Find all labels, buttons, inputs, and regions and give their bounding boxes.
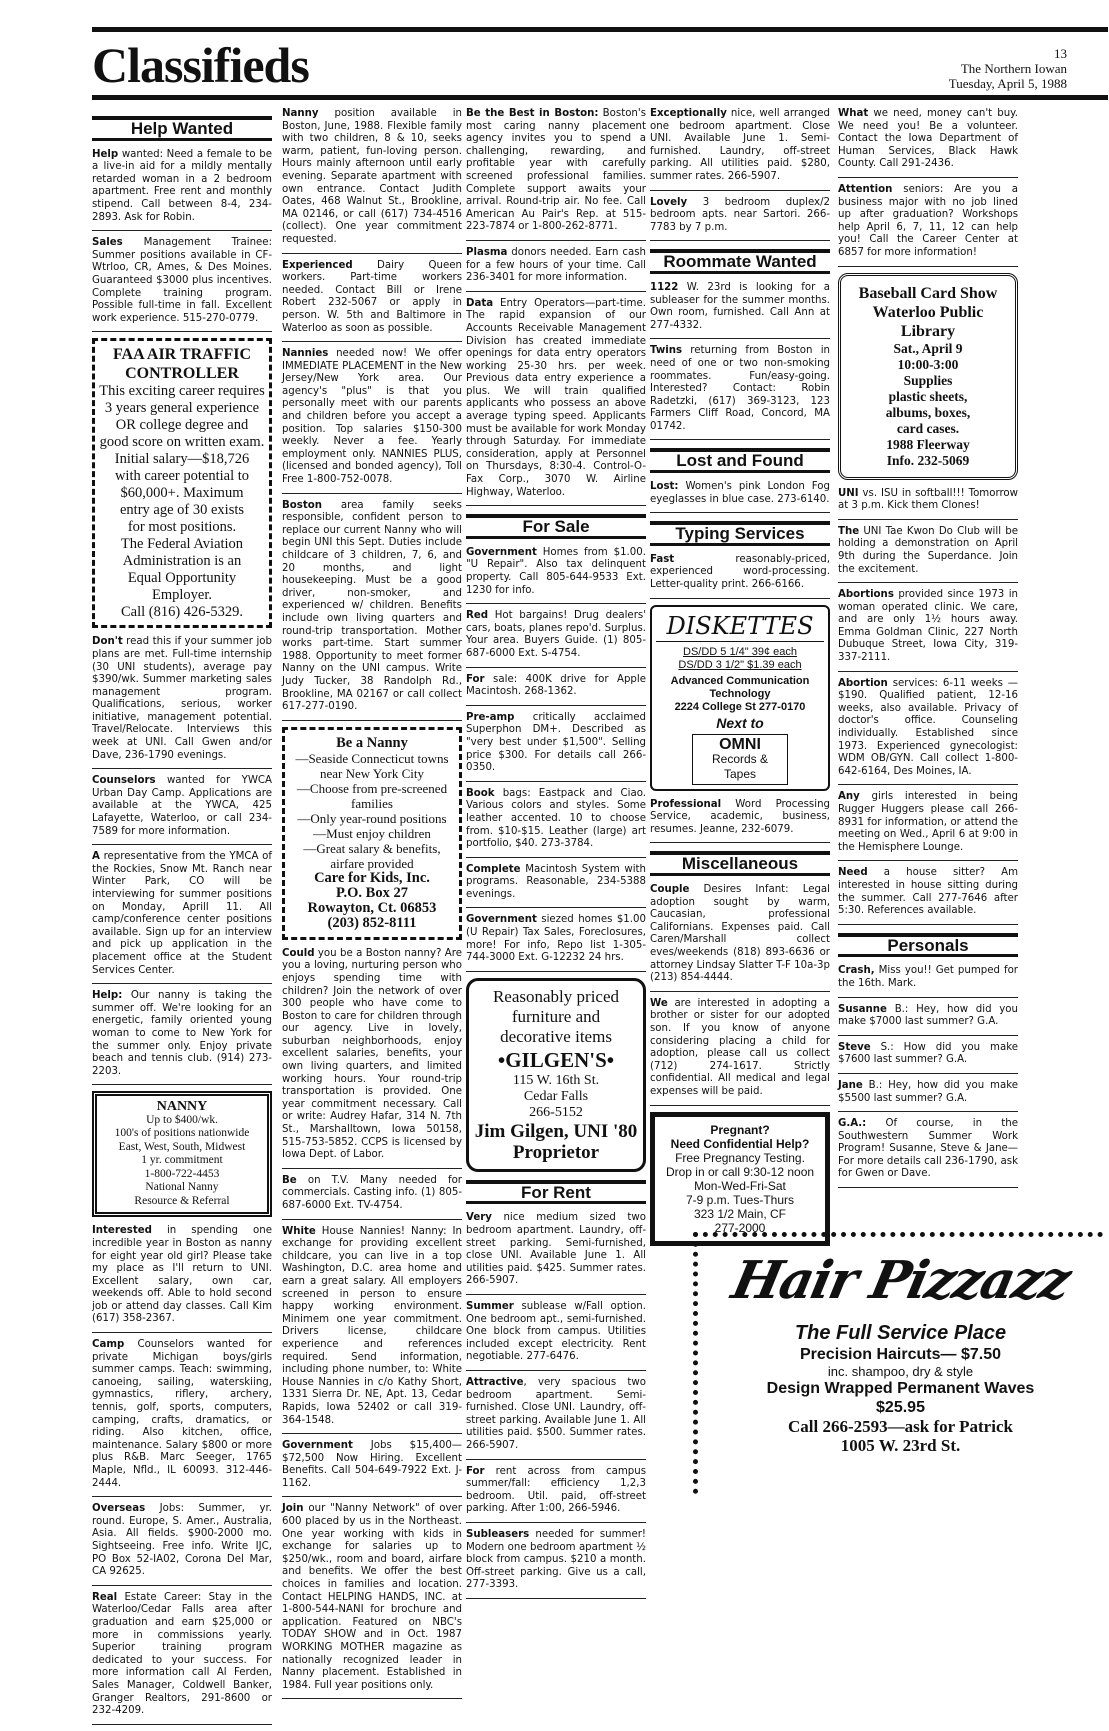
ad-line: Reasonably priced	[492, 986, 620, 1006]
classified-ad: For sale: 400K drive for Apple Macintosh. 268-1362.	[466, 674, 646, 706]
ad-line: Care for Kids, Inc.	[314, 869, 430, 886]
ad-line: Drop in or call 9:30-12 noon	[665, 1164, 815, 1179]
ad-lead-word: Government	[466, 914, 537, 926]
hair-phone: Call 266-2593—ask for Patrick	[788, 1417, 1013, 1436]
ad-lead-word: Plasma	[466, 246, 508, 258]
pregnancy-help-ad-box	[650, 1112, 830, 1246]
pregnancy-lines	[657, 1151, 823, 1235]
column-4	[650, 108, 830, 1254]
pregnancy-subtitle: Need Confidential Help?	[670, 1136, 810, 1151]
ad-lead-word: 1122	[650, 281, 679, 293]
ad-lead-word: Be	[282, 1174, 297, 1186]
ad-line: 3 years general experience	[104, 400, 260, 417]
ad-lead-word: Abortion	[838, 677, 888, 689]
classified-ad: Lovely 3 bedroom duplex/2 bedroom apts. near Sartori. 266-7783 by 7 p.m.	[650, 197, 830, 242]
ad-lead-word: Be the Best in Boston:	[466, 108, 599, 119]
ad-lead-word: Summer	[466, 1301, 514, 1312]
diskettes-next-to: Next to	[716, 714, 764, 731]
classified-ad: UNI vs. ISU in softball!!! Tomorrow at 3 p.m. Kick them Clones!	[838, 488, 1018, 520]
ad-line: card cases.	[896, 420, 960, 436]
classified-ad: Be the Best in Boston: Boston's most caring nanny placement agency invites you to spend a challenging, rewarding, and profitable year with carefully screened professional families. Complete support awaits your arrival. Round-trip air. No fee. Call American Au Pair's Rep. at 515-223-7874 or 1-800-262-8771.	[466, 108, 646, 241]
ad-line: P.O. Box 27	[336, 884, 408, 901]
classified-ad: Don't read this if your summer job plans are met. Full-time internship (30 UNI students), average pay $390/wk. Summer marketing sales management program. Qualifications, serious, worker initiative, management potential. Travel/Relocate. Interviews this week at UNI. Call Gwen and/or Dave, 236-1790 evenings.	[92, 636, 272, 769]
ad-line: with career potential to	[114, 468, 250, 485]
ad-line: for most positions.	[127, 519, 237, 536]
ad-line: 323 1/2 Main, CF	[693, 1206, 787, 1221]
be-a-nanny-lines	[288, 751, 456, 871]
ad-list	[282, 108, 462, 721]
column-2	[282, 108, 462, 1705]
ad-line: 1 yr. commitment	[141, 1154, 223, 1167]
ad-line: 7-9 p.m. Tues-Thurs	[685, 1192, 795, 1207]
classified-ad: Data Entry Operators—part-time. The rapid expansion of our Accounts Receivable Management Division has created immediate openings for data entry operators working 25-30 hrs. per week. Previous data entry experience a plus. We will train qualified applicants who possess an above average typing speed. Applicants must be available for work Monday through Saturday. For immediate consideration, apply at Personnel on Thursdays, 8:30-4. Control-O-Fax Corp., 3070 W. Airline Highway, Waterloo.	[466, 298, 646, 507]
ad-lead-word: Attention	[838, 183, 893, 195]
classified-ad: The UNI Tae Kwon Do Club will be holding a demonstration on April 9th during the Superdance. Join the excitement.	[838, 526, 1018, 583]
classified-ad: Nanny position available in Boston, June, 1988. Flexible family with two children, 8 & 10, seeks warm, patient, fun-loving person. Hours mainly afternoon until early evening. Separate apartment with own entrance. Contact Judith Oates, 468 Walnut St., Brookline, MA 02146, or call (617) 734-4516 (collect). One year commitment requested.	[282, 108, 462, 254]
ad-lead-word: A	[92, 851, 100, 863]
classified-ad: Need a house sitter? Am interested in house sitting during the summer. Call 277-7646 after 5:30. References available.	[838, 867, 1018, 924]
perm-waves: Design Wrapped Permanent Waves	[766, 1380, 1035, 1397]
column-5	[838, 108, 1018, 1194]
ad-lead-word: Don't	[92, 636, 123, 648]
ad-line: —Only year-round positions	[297, 810, 447, 826]
nanny-lines	[101, 1114, 263, 1209]
ad-lead-word: Camp	[92, 1339, 125, 1351]
faa-ad-box	[92, 338, 272, 628]
be-a-nanny-ad-box	[282, 727, 462, 940]
ad-line: plastic sheets,	[888, 388, 968, 404]
classified-ad: For rent across from campus summer/fall: efficiency 1,2,3 bedroom. Util. paid, off-street parking. After 1:00, 266-5946.	[466, 1466, 646, 1523]
ad-line: Resource & Referral	[134, 1194, 230, 1207]
ad-line: Equal Opportunity Employer.	[127, 570, 237, 604]
ad-list	[92, 636, 272, 1085]
publication-name: The Northern Iowan	[960, 61, 1067, 76]
ad-lead-word: Experienced	[282, 259, 353, 271]
ad-lead-word: White	[282, 1225, 316, 1237]
ad-lead-word: Sales	[92, 237, 123, 249]
ad-list	[650, 554, 830, 599]
ad-line: 100's of positions nationwide	[114, 1127, 250, 1140]
ad-lead-word: Government	[282, 1440, 353, 1452]
omni-sub: Records & Tapes	[711, 751, 769, 781]
ad-lead-word: Fast	[650, 553, 675, 565]
ad-list	[92, 149, 272, 333]
ad-lead-word: Help:	[92, 990, 123, 1002]
ad-line: —Choose from pre-screened families	[296, 780, 448, 811]
page-title: Classifieds	[92, 37, 309, 93]
ad-lead-word: Pre-amp	[466, 711, 515, 723]
ad-lead-word: Overseas	[92, 1503, 146, 1515]
ad-line: 1-800-722-4453	[144, 1167, 220, 1180]
ad-list	[466, 108, 646, 506]
gilgens-lines	[473, 987, 639, 1047]
classified-ad: Could you be a Boston nanny? Are you a loving, nurturing person who enjoys spending time with children? Join the network of over 300 people who have come to Boston to care for children through our agency. Live in lovely, suburban neighborhoods, enjoy excellent salaries, benefits, your own living quarters, and limited working hours. Your round-trip transportation is provided. One year commitment necessary. Call or write: Audrey Hafar, 314 N. 7th St., Marshalltown, Iowa 50158, 515-753-5852. CCPS is licensed by Iowa Dept. of Labor.	[282, 948, 462, 1169]
ad-list	[838, 965, 1018, 1188]
classified-ad: Attention seniors: Are you a business major with no job lined up after graduation? Workshops help April 6, 7, 11, 12 can help you! Call the Career Center at 6857 for more information!	[838, 184, 1018, 267]
hair-pizzazz-logo: Hair Pizzazz	[726, 1250, 1075, 1311]
classified-ad: What we need, money can't buy. We need you! Be a volunteer. Contact the Iowa Department of Human Services, Black Hawk County. Call 291-2436.	[838, 108, 1018, 178]
ad-lead-word: Could	[282, 947, 315, 959]
classified-ad: Government Homes from $1.00. "U Repair". Also tax delinquent property. Call 805-644-9533 Ext. 1230 for info.	[466, 547, 646, 604]
classified-ad: Attractive, very spacious two bedroom apartment. Semi-furnished. Close UNI. Laundry, off-street parking. Available June 1. All utilities paid. $500. Summer rates. 266-5907.	[466, 1377, 646, 1460]
ad-lead-word: Twins	[650, 345, 683, 357]
classified-ad: Fast reasonably-priced, experienced word-processing. Letter-quality print. 266-6166.	[650, 554, 830, 599]
ad-lead-word: Government	[466, 546, 537, 558]
column-3	[466, 108, 646, 1605]
ad-line: Administration is an	[122, 553, 242, 570]
ad-line: —Seaside Connecticut towns near New York City	[295, 750, 449, 781]
classified-ad: Nannies needed now! We offer IMMEDIATE PLACEMENT in the New Jersey/New York area. Our agency's "plus" is that you personally meet with our parents and children before you accept a position. Top salaries $150-300 weekly. Never a fee. Yearly employment only. NANNIES PLUS, (licensed and bonded agency), Toll Free 1-800-752-0078.	[282, 348, 462, 494]
classified-ad: Real Estate Career: Stay in the Waterloo/Cedar Falls area after graduation and earn $25,000 or more in commissions yearly. Superior training program dedicated to your success. For more information call Al Ferden, Sales Manager, Coldwell Banker, Granger Realtors, 291-8600 or 232-4209.	[92, 1592, 272, 1725]
ad-lead-word: Subleasers	[466, 1528, 530, 1540]
ad-line: Initial salary—$18,726	[114, 451, 250, 468]
section-header-personals: Personals	[838, 933, 1018, 958]
ad-line: decorative items	[500, 1026, 612, 1046]
ad-lead-word: Abortions	[838, 589, 894, 601]
ad-list	[650, 108, 830, 241]
ad-line: Call (816) 426-5329.	[120, 604, 244, 621]
classified-ad: Steve S.: How did you make $7600 last summer? G.A.	[838, 1042, 1018, 1074]
classified-ad: Crash, Miss you!! Get pumped for the 16th. Mark.	[838, 965, 1018, 997]
ad-list	[838, 488, 1018, 925]
classified-ad: Very nice medium sized two bedroom apartment. Laundry, off-street parking. Semi-furnished, close UNI. Available June 1. All utilities paid. $425. Summer rates. 266-5907.	[466, 1212, 646, 1295]
ad-lead-word: For	[466, 673, 485, 685]
haircut-includes: inc. shampoo, dry & style	[827, 1364, 974, 1379]
classified-ad: Counselors wanted for YWCA Urban Day Camp. Applications are available at the YWCA, 425 Lafayette, Waterloo, or call 234-7589 for more information.	[92, 775, 272, 845]
section-header-for-sale: For Sale	[466, 514, 646, 539]
classified-ad: Subleasers needed for summer! Modern one bedroom apartment ½ block from campus. $210 a month. Off-street parking. Give us a call, 277-3393.	[466, 1529, 646, 1599]
gilgens-name: •GILGEN'S•	[497, 1047, 615, 1072]
ad-list	[650, 481, 830, 513]
classified-ad: Abortion services: 6-11 weeks —$190. Qualified patient, 12-16 weeks, also available. Privacy of doctor's office. Counseling individually. Established since 1973. Experienced gynecologist: WDM OB/GYN. Call collect 1-800-642-6164, Des Moines, IA.	[838, 678, 1018, 786]
classified-ad: Complete Macintosh System with programs. Reasonable, 234-5388 evenings.	[466, 864, 646, 909]
section-header-lost-and-found: Lost and Found	[650, 448, 830, 473]
classified-ad: Help: Our nanny is taking the summer off. We're looking for an energetic, family oriented young woman to come to New York for the summer only. Enjoy private beach and tennis club. (914) 273-2203.	[92, 990, 272, 1085]
classified-ad: Government siezed homes $1.00 (U Repair) Tax Sales, Foreclosures, more! For info, Repo list 1-305-744-3000 Ext. G-12232 24 hrs.	[466, 914, 646, 971]
classified-ad: Be on T.V. Many needed for commercials. Casting info. (1) 805-687-6000 Ext. TV-4754.	[282, 1175, 462, 1220]
ad-line: Rowayton, Ct. 06853	[307, 899, 437, 916]
ad-lead-word: For	[466, 1465, 485, 1477]
classified-ad: Book bags: Eastpack and Ciao. Various colors and styles. Some leather accented. 10 to choose from. $10-$15. Leather (large) art portfolio, $40. 273-3784.	[466, 788, 646, 858]
hair-pizzazz-ad	[693, 1232, 1103, 1494]
ad-line: National Nanny	[145, 1181, 219, 1194]
ad-lead-word: Couple	[650, 884, 690, 895]
ad-line: (203) 852-8111	[327, 914, 417, 931]
classified-ad: Susanne B.: Hey, how did you make $7000 last summer? G.A.	[838, 1004, 1018, 1036]
ad-line: 115 W. 16th St.	[512, 1072, 600, 1088]
ad-line: 266-5152	[529, 1104, 583, 1120]
ad-line: furniture and	[511, 1006, 601, 1026]
issue-info	[949, 46, 1067, 91]
ad-lead-word: Exceptionally	[650, 108, 727, 119]
nanny-ad-box	[92, 1091, 272, 1217]
ad-list	[282, 948, 462, 1700]
ad-lead-word: We	[650, 997, 668, 1009]
classified-ad: 1122 W. 23rd is looking for a subleaser for the summer months. Own room, furnished. Call Ann at 277-4332.	[650, 282, 830, 339]
top-rule	[92, 27, 1108, 32]
section-header-roommate-wanted: Roommate Wanted	[650, 249, 830, 274]
ad-lead-word: Complete	[466, 863, 521, 875]
ad-list	[650, 282, 830, 441]
ad-line: good score on written exam.	[99, 434, 265, 451]
gilgens-ad-box	[466, 978, 646, 1172]
ad-line: Mon-Wed-Fri-Sat	[694, 1178, 786, 1193]
classified-ad: Abortions provided since 1973 in woman operated clinic. We care, and are only 1½ hours away. Emma Goldman Clinic, 227 North Dubuque Street, Iowa City, 319-337-2111.	[838, 589, 1018, 672]
ad-lead-word: Help	[92, 148, 119, 160]
ad-line: East, West, South, Midwest	[118, 1140, 246, 1153]
ad-lead-word: UNI	[838, 487, 859, 499]
ad-line: Free Pregnancy Testing.	[675, 1150, 805, 1165]
ad-line: Info. 232-5069	[886, 452, 970, 468]
ad-line: entry age of 30 exists	[119, 502, 245, 519]
classified-ad: Summer sublease w/Fall option. One bedroom apt., semi-furnished. One block from campus. Utilities included except electricity. Rent negotiable. 277-6476.	[466, 1301, 646, 1371]
haircut-price: Precision Haircuts— $7.50	[800, 1346, 1001, 1363]
section-header-for-rent: For Rent	[466, 1180, 646, 1205]
classified-ad: Professional Word Processing Service, academic, business, resumes. Jeanne, 232-6079.	[650, 799, 830, 844]
classified-ad: Any girls interested in being Rugger Huggers please call 266-8931 for information, or attend the meeting on Wed., April 6 at 9:00 in the Hemisphere Lounge.	[838, 791, 1018, 861]
omni-name: OMNI	[719, 735, 761, 753]
classified-ad: A representative from the YMCA of the Rockies, Snow Mt. Ranch near Winter Park, CO will be interviewing for summer positions on Monday, Aprill 11. All camp/conference center positions available. Sign up for an interview and pick up application in the placement office at the Student Services Center.	[92, 851, 272, 984]
ad-list	[838, 108, 1018, 267]
ad-lead-word: Book	[466, 787, 495, 799]
faa-lines	[97, 383, 267, 621]
classified-ad: Government Jobs $15,400—$72,500 Now Hiring. Excellent Benefits. Call 504-649-7922 Ext. J-1162.	[282, 1440, 462, 1497]
ad-lead-word: Interested	[92, 1225, 152, 1237]
ad-line: 10:00-3:00	[897, 356, 959, 372]
ad-line: Sat., April 9	[893, 340, 963, 356]
gilgens-address	[473, 1073, 639, 1121]
page-number: 13	[1054, 46, 1067, 61]
section-header-miscellaneous: Miscellaneous	[650, 851, 830, 876]
classified-ad: Plasma donors needed. Earn cash for a few hours of your time. Call 236-3401 for more information.	[466, 247, 646, 292]
omni-store-box	[692, 734, 788, 785]
diskettes-address: 2224 College St 277-0170	[674, 700, 806, 713]
classified-ad: Couple Desires Infant: Legal adoption sought by warm, Caucasian, professional Californians. Expenses paid. Call Caren/Marshall collect eves/weekends (818) 893-6636 or attorney Lindsay Slatter T-F 10a-3p (213) 854-4444.	[650, 884, 830, 992]
ad-lead-word: Join	[282, 1503, 304, 1515]
diskettes-ad-box	[650, 605, 830, 791]
ad-lead-word: Boston	[282, 499, 322, 511]
baseball-card-show-ad-box	[838, 273, 1018, 480]
ad-lead-word: What	[838, 108, 869, 119]
hair-tagline: The Full Service Place	[794, 1322, 1007, 1344]
ad-line: This exciting career requires	[99, 383, 265, 400]
ad-lead-word: Jane	[838, 1079, 863, 1091]
classified-ad: Boston area family seeks responsible, confident person to replace our current Nanny who will begin UNI this Sept. Duties include childcare of 3 children, 7, 6, and 20 months, and light housekeeping. Must be a good driver, non-smoker, and experienced w/ children. Benefits include own living quarters and round-trip transportation. Mother works part-time. Start summer 1988. Opportunity to meet former Nanny on the UNI campus. Write Judy Tucker, 38 Randolph Rd., Brookline, MA 02167 or call collect 617-277-0190.	[282, 500, 462, 721]
ad-list	[466, 1212, 646, 1598]
classified-ad: We are interested in adopting a brother or sister for our adopted son. If you know of anyone considering placing a child for adoption, please call us collect (712) 274-1617. Strictly confidential. All medical and legal expenses will be paid.	[650, 998, 830, 1106]
diskettes-price-1: DS/DD 5 1/4" 39¢ each	[683, 645, 797, 658]
perm-price: $25.95	[876, 1399, 925, 1416]
ad-lead-word: Data	[466, 297, 494, 309]
ad-line: Cedar Falls	[523, 1088, 589, 1104]
classified-ad: Jane B.: Hey, how did you make $5500 last summer? G.A.	[838, 1080, 1018, 1112]
column-1	[92, 108, 272, 1731]
ad-line: $60,000+. Maximum	[120, 485, 244, 502]
classified-ad: Experienced Dairy Queen workers. Part-time workers needed. Contact Bill or Irene Robert 232-5067 or apply in person. W. 5th and Baltimore in Waterloo as soon as possible.	[282, 260, 462, 343]
classified-ad: Sales Management Trainee: Summer positions available in CF-Wtrloo, CR, Ames, & Des Moines. Guaranteed $3000 plus incentives. Complete training program. Possible full-time in fall. Excellent work experience. 515-270-0779.	[92, 237, 272, 332]
baseball-title: Baseball Card Show Waterloo Public Library	[858, 284, 998, 340]
ad-lead-word: Crash,	[838, 965, 875, 977]
classified-ad: Exceptionally nice, well arranged one bedroom apartment. Close UNI. Available June 1. Semi-furnished. Laundry, off-street parking. All utilities paid. $280, summer rates. 266-5907.	[650, 108, 830, 191]
classified-ad: Red Hot bargains! Drug dealers' cars, boats, planes repo'd. Surplus. Your area. Buyers Guide. (1) 805-687-6000 Ext. S-4754.	[466, 610, 646, 667]
classified-ad: Camp Counselors wanted for private Michigan boys/girls summer camps. Teach: swimming, canoeing, sailing, waterskiing, gymnastics, riflery, archery, tennis, golf, sports, computers, camping, crafts, dramatics, or riding. Also kitchen, office, maintenance. Salary $800 or more plus R&B. Marc Seeger, 1765 Maple, Nfld., IL 60093. 312-446-2444.	[92, 1339, 272, 1497]
ad-lead-word: Need	[838, 867, 868, 879]
ad-lead-word: Attractive	[466, 1376, 524, 1388]
ad-line: Supplies	[903, 372, 953, 388]
ad-list	[650, 884, 830, 1106]
classified-ad: Interested in spending one incredible year in Boston as nanny for eight year old girl? Please take my place as I'll return to UNI. Excellent salary, own car, weekends off. Able to hold second job or attend day classes. Call Kim (617) 358-2367.	[92, 1225, 272, 1333]
ad-lead-word: Any	[838, 791, 860, 803]
issue-date: Tuesday, April 5, 1988	[948, 76, 1067, 91]
ad-line: 1988 Fleerway	[886, 436, 970, 452]
ad-list	[92, 1225, 272, 1724]
ad-lead-word: Susanne	[838, 1003, 887, 1015]
be-a-nanny-title: Be a Nanny	[336, 734, 408, 751]
ad-lead-word: Professional	[650, 798, 722, 810]
be-a-nanny-contact	[288, 871, 456, 931]
baseball-lines	[845, 341, 1011, 469]
diskettes-title: DISKETTES	[656, 611, 824, 642]
ad-lead-word: Very	[466, 1212, 492, 1224]
gilgens-owner: Jim Gilgen, UNI '80 Proprietor	[474, 1120, 638, 1163]
ad-lead-word: Lovely	[650, 196, 688, 208]
ad-list	[466, 547, 646, 972]
diskettes-price-2: DS/DD 3 1/2" $1.39 each	[678, 658, 802, 671]
ad-list	[650, 799, 830, 844]
classified-ad: Join our "Nanny Network" of over 600 placed by us in the Northeast. One year working with kids in exchange for salaries up to $250/wk., room and board, airfare and benefits. We offer the best choices in families and location. Contact HELPING HANDS, INC. at 1-800-544-NANI for brochure and application. Featured on NBC's TODAY SHOW and in Oct. 1987 WORKING MOTHER magazine as nationally recognized leader in Nanny placement. Established in 1984. Full year positions only.	[282, 1503, 462, 1699]
ad-line: The Federal Aviation	[120, 536, 244, 553]
ad-line: albums, boxes,	[885, 404, 971, 420]
ad-lead-word: Nanny	[282, 108, 319, 119]
ad-line: —Great salary & benefits, airfare provided	[303, 840, 441, 871]
ad-line: 277-2000	[714, 1220, 766, 1235]
ad-lead-word: Steve	[838, 1041, 871, 1053]
ad-lead-word: Red	[466, 610, 489, 622]
ad-lead-word: Real	[92, 1591, 118, 1603]
hair-address: 1005 W. 23rd St.	[840, 1436, 961, 1455]
ad-lead-word: Counselors	[92, 775, 156, 787]
ad-lead-word: The	[838, 525, 860, 537]
classified-ad: G.A.: Of course, in the Southwestern Summer Work Program! Susanne, Steve & Jane—For more details call 236-1790, ask for Gwen or Dave.	[838, 1118, 1018, 1188]
nanny-title: NANNY	[156, 1099, 208, 1115]
section-header-help-wanted: Help Wanted	[92, 116, 272, 141]
classified-ad: Pre-amp critically acclaimed Superphon DM+. Described as "very best under $1,500". Selling price $300. For details call 266-0350.	[466, 712, 646, 782]
classified-ad: Lost: Women's pink London Fog eyeglasses in blue case. 273-6140.	[650, 481, 830, 513]
section-header-typing-services: Typing Services	[650, 521, 830, 546]
faa-title: FAA AIR TRAFFIC CONTROLLER	[112, 346, 252, 383]
ad-lead-word: Nannies	[282, 348, 329, 360]
classified-ad: Twins returning from Boston in need of one or two non-smoking roommates. Fun/easy-going. Interested? Contact: Robin Radetzki, (617) 369-3123, 123 Farmers Cliff Road, Concord, MA 01742.	[650, 345, 830, 440]
diskettes-company: Advanced Communication Technology	[670, 674, 810, 700]
ad-lead-word: Lost:	[650, 481, 679, 493]
ad-line: —Must enjoy children	[313, 825, 431, 841]
ad-line: OR college degree and	[115, 417, 249, 434]
ad-line: Up to $400/wk.	[146, 1113, 218, 1126]
ad-lead-word: G.A.:	[838, 1118, 867, 1130]
pregnancy-title: Pregnant?	[710, 1122, 770, 1137]
classified-ad: Help wanted: Need a female to be a live-in aid for a mildly mentally retarded woman in a 2 bedroom apartment. Free rent and monthly stipend. Call between 8-4, 234-2893. Ask for Robin.	[92, 149, 272, 232]
classified-ad: Overseas Jobs: Summer, yr. round. Europe, S. Amer., Australia, Asia. All fields. $900-2000 mo. Sightseeing. Free info. Write IJC, PO Box 52-IA02, Corona Del Mar, CA 92625.	[92, 1503, 272, 1586]
classified-ad: White House Nannies! Nanny: In exchange for providing excellent childcare, you can live in a top Washington, D.C. area home and earn a great salary. All employers screened in person to ensure happy working environment. Minimem one year commitment. Drivers license, childcare experience and references required. Send information, including phone number, to: White House Nannies in c/o Kathy Short, 1331 Sierra Dr. NE, Apt. 13, Cedar Rapids, Iowa 52402 or call 319-364-1548.	[282, 1226, 462, 1435]
header-rule	[92, 95, 1108, 100]
